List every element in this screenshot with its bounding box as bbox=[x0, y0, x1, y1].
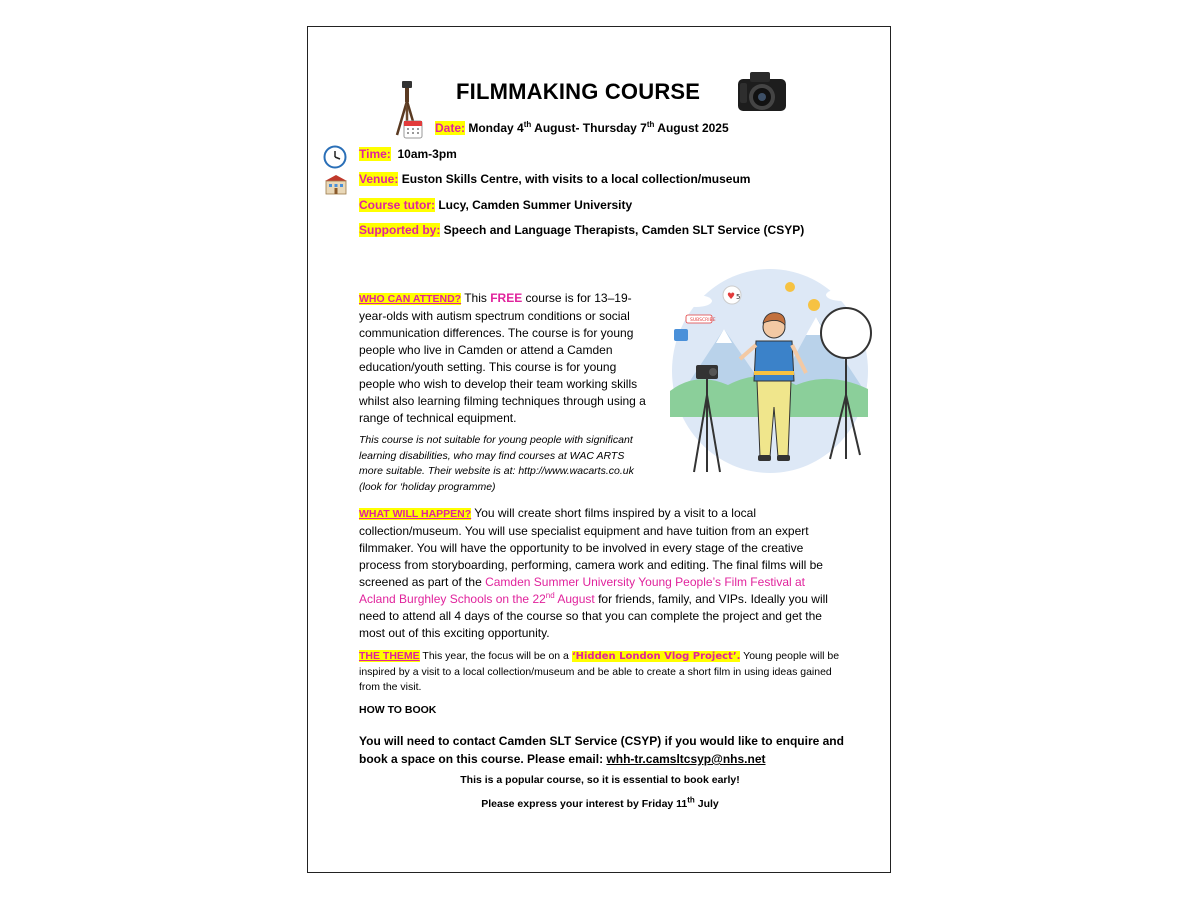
tutor-line bbox=[359, 198, 632, 212]
page-title: FILMMAKING COURSE bbox=[456, 79, 701, 104]
who-pre: This bbox=[461, 291, 491, 305]
popular-note: This is a popular course, so it is essential to book early! bbox=[460, 774, 740, 786]
festival-text: Camden Summer University Young People’s Film Festival at Acland Burghley Schools on the 22 bbox=[359, 575, 805, 606]
like-count: 5 bbox=[736, 293, 741, 301]
flyer-page bbox=[307, 26, 891, 873]
date-sup: th bbox=[646, 120, 655, 129]
svg-text:♥: ♥ bbox=[727, 292, 736, 302]
time-label: Time: bbox=[359, 147, 391, 161]
interest-end: July bbox=[694, 798, 719, 810]
contact-text: You will need to contact Camden SLT Service (CSYP) if you would like to enquire and book a space on this course. Please email: bbox=[359, 734, 844, 766]
time-line bbox=[359, 147, 457, 161]
date-end: August- Thursday 7 bbox=[531, 121, 647, 135]
interest-sup: th bbox=[687, 795, 695, 805]
venue-label: Venue: bbox=[359, 172, 399, 186]
venue-line bbox=[359, 172, 750, 186]
note-paragraph: This course is not suitable for young people with significant learning disabilities, who may find courses at WAC ARTS more suitable. Their website is at: http://www.wacarts.co.uk (look for ‘holiday programme) bbox=[359, 434, 634, 493]
date-sup: th bbox=[523, 120, 532, 129]
free-text: FREE bbox=[490, 291, 523, 305]
tutor-label: Course tutor: bbox=[359, 198, 435, 212]
contact-paragraph bbox=[359, 732, 845, 768]
who-body: course is for 13–19-year-olds with autism spectrum conditions or social communication differences. The course is for young people who live in Camden or attend a Camden education/youth setting. This course is for young people who wish to develop their team working skills whilst also learning filming techniques through using a range of technical equipment. bbox=[359, 291, 646, 425]
date-line bbox=[435, 121, 729, 135]
time-value: 10am-3pm bbox=[397, 147, 457, 161]
supported-label: Supported by: bbox=[359, 223, 441, 237]
calendar-icon bbox=[403, 118, 423, 139]
supported-line bbox=[359, 223, 804, 237]
camera-icon bbox=[736, 69, 788, 115]
theme-heading: THE THEME bbox=[359, 650, 420, 662]
how-heading: HOW TO BOOK bbox=[359, 704, 437, 716]
tutor-value: Lucy, Camden Summer University bbox=[438, 198, 633, 212]
email-link[interactable]: whh-tr.camsltcsyp@nhs.net bbox=[606, 752, 766, 766]
vlogger-illustration bbox=[666, 267, 872, 477]
festival-end: August bbox=[554, 592, 595, 606]
interest-note bbox=[308, 795, 892, 810]
subscribe-label: SUBSCRIBE bbox=[690, 318, 716, 323]
theme-paragraph bbox=[359, 649, 841, 696]
festival-sup: nd bbox=[545, 591, 555, 600]
interest-text: Please express your interest by Friday 11 bbox=[481, 798, 688, 810]
what-heading: WHAT WILL HAPPEN? bbox=[359, 508, 472, 520]
theme-tag: ‘Hidden London Vlog Project’. bbox=[571, 651, 741, 662]
building-icon bbox=[323, 173, 349, 195]
what-tail: for friends, family, and VIPs. Ideally you will need to attend all 4 days of the course so that you can complete the project and get the most out of this exciting opportunity. bbox=[359, 592, 828, 640]
date-month: August 2025 bbox=[654, 121, 729, 135]
clock-icon bbox=[323, 145, 347, 169]
venue-value: Euston Skills Centre, with visits to a local collection/museum bbox=[401, 172, 751, 186]
what-body: You will create short films inspired by a visit to a local collection/museum. You will use specialist equipment and have tuition from an expert filmmaker. You will have the opportunity to be involved in every stage of the creative process from storyboarding, performing, camera work and editing. The final films will be screened as part of the bbox=[359, 506, 823, 589]
theme-body: Young people will be inspired by a visit to a local collection/museum and be able to create a short film in using ideas gained from the visit. bbox=[359, 650, 840, 693]
supported-value: Speech and Language Therapists, Camden SLT Service (CSYP) bbox=[443, 223, 805, 237]
what-paragraph bbox=[359, 505, 841, 642]
theme-pre: This year, the focus will be on a bbox=[419, 650, 572, 662]
who-paragraph bbox=[359, 290, 647, 427]
date-label: Date: bbox=[435, 121, 466, 135]
who-heading: WHO CAN ATTEND? bbox=[359, 293, 462, 305]
date-start: Monday 4 bbox=[468, 121, 524, 135]
